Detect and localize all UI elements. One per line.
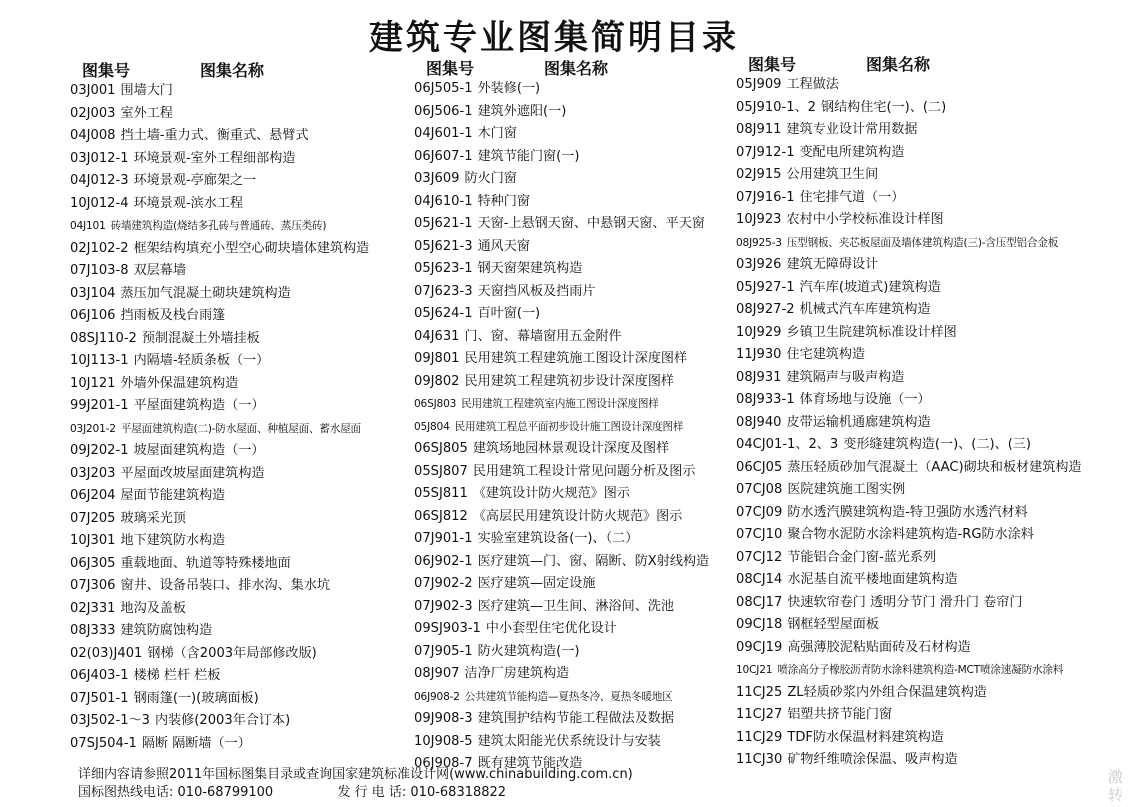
atlas-name: 围墙大门 <box>120 83 173 98</box>
atlas-name: 公共建筑节能构造—夏热冬冷、夏热冬暖地区 <box>464 690 673 703</box>
catalog-entry <box>414 416 736 439</box>
atlas-number: 05J624-1 <box>414 306 473 321</box>
atlas-number: 08J925-3 <box>736 236 782 249</box>
catalog-entry <box>414 348 736 371</box>
catalog-entry <box>70 305 420 328</box>
atlas-name: 地下建筑防水构造 <box>120 533 226 548</box>
catalog-entry <box>736 299 1128 322</box>
atlas-number: 11CJ27 <box>736 707 783 722</box>
atlas-number: 08J927-2 <box>736 302 795 317</box>
column-header <box>736 50 1128 74</box>
atlas-number: 07J205 <box>70 510 116 526</box>
atlas-name: 铝塑共挤节能门窗 <box>787 707 893 722</box>
atlas-number: 10J301 <box>70 533 116 548</box>
atlas-number: 05J804 <box>414 420 450 433</box>
catalog-entry <box>414 281 736 304</box>
catalog-entry <box>70 80 420 103</box>
atlas-name: 预制混凝土外墙挂板 <box>141 330 260 346</box>
atlas-number: 09CJ18 <box>736 617 783 632</box>
catalog-entry <box>414 258 736 281</box>
atlas-name: 聚合物水泥防水涂料建筑构造-RG防水涂料 <box>787 527 1034 542</box>
atlas-name: 民用建筑工程总平面初步设计施工图设计深度图样 <box>454 420 684 433</box>
atlas-name: 地沟及盖板 <box>120 600 186 616</box>
column-header <box>70 56 420 80</box>
atlas-number: 08J933-1 <box>736 392 795 407</box>
header-atlas-number: 图集号 <box>82 61 131 80</box>
atlas-number: 99J201-1 <box>70 398 129 413</box>
catalog-entry <box>70 575 420 598</box>
catalog-entry <box>70 103 420 126</box>
catalog-entry <box>736 502 1128 525</box>
atlas-number: 07J623-3 <box>414 283 473 299</box>
atlas-name: 通风天窗 <box>477 238 530 254</box>
atlas-number: 09J908-3 <box>414 711 473 726</box>
atlas-number: 02(03)J401 <box>70 645 143 661</box>
atlas-number: 07CJ09 <box>736 504 783 520</box>
catalog-entry <box>414 663 736 686</box>
atlas-name: 医疗建筑—卫生间、淋浴间、洗池 <box>477 598 674 614</box>
atlas-number: 09J801 <box>414 351 460 366</box>
atlas-number: 03J201-2 <box>70 422 116 435</box>
atlas-number: 02J915 <box>736 167 782 182</box>
atlas-name: 蒸压轻质砂加气混凝土（AAC)砌块和板材建筑构造 <box>787 459 1082 475</box>
catalog-entry <box>70 710 420 733</box>
atlas-number: 03J012-1 <box>70 150 129 166</box>
atlas-name: 医院建筑施工图实例 <box>787 482 906 497</box>
atlas-name: 钢雨篷(一)(玻璃面板) <box>133 690 259 706</box>
watermark-text: 激转 <box>1108 768 1124 804</box>
atlas-number: 06J305 <box>70 555 116 571</box>
catalog-entry <box>70 508 420 531</box>
atlas-number: 10CJ21 <box>736 664 773 676</box>
atlas-name: 高强薄胶泥粘贴面砖及石材构造 <box>787 639 971 655</box>
atlas-number: 06SJ805 <box>414 441 468 456</box>
atlas-number: 10J908-5 <box>414 733 473 749</box>
atlas-name: 既有建筑节能改造 <box>477 756 583 771</box>
catalog-entry <box>70 553 420 576</box>
header-atlas-name: 图集名称 <box>866 55 931 74</box>
atlas-name: 钢结构住宅(一)、(二) <box>821 99 947 115</box>
atlas-number: 07CJ12 <box>736 549 783 565</box>
catalog-entry <box>736 232 1128 255</box>
catalog-entry <box>70 463 420 486</box>
atlas-name: 框架结构填充小型空心砌块墙体建筑构造 <box>133 240 370 256</box>
atlas-name: 皮带运输机通廊建筑构造 <box>786 414 931 430</box>
atlas-number: 06CJ05 <box>736 459 783 475</box>
atlas-number: 08J931 <box>736 369 782 385</box>
atlas-name: 砖墙建筑构造(烧结多孔砖与普通砖、蒸压类砖) <box>110 220 327 232</box>
atlas-name: 医疗建筑—固定设施 <box>477 576 596 591</box>
atlas-number: 10J113-1 <box>70 353 129 368</box>
atlas-name: 防水透汽膜建筑构造-特卫强防水透汽材料 <box>787 504 1028 520</box>
catalog-entry <box>736 434 1128 457</box>
catalog-entry <box>736 614 1128 637</box>
atlas-name: 室外工程 <box>120 105 173 121</box>
catalog-entry <box>414 483 736 506</box>
header-atlas-number: 图集号 <box>748 55 797 74</box>
catalog-entry <box>736 749 1128 772</box>
atlas-name: 变配电所建筑构造 <box>799 144 905 160</box>
atlas-number: 05J910-1、2 <box>736 99 816 115</box>
atlas-number: 05J621-1 <box>414 216 473 231</box>
catalog-entry <box>736 119 1128 142</box>
atlas-name: 楼梯 栏杆 栏板 <box>133 668 221 683</box>
atlas-number: 03J502-1～3 <box>70 713 150 728</box>
catalog-entry <box>736 682 1128 705</box>
atlas-name: 住宅排气道（一） <box>799 189 905 205</box>
catalog-entry <box>414 731 736 754</box>
atlas-number: 07J306 <box>70 578 116 593</box>
atlas-name: 住宅建筑构造 <box>786 347 866 362</box>
catalog-entry <box>70 193 420 216</box>
atlas-name: 机械式汽车库建筑构造 <box>799 302 931 317</box>
phone-line <box>78 784 633 802</box>
atlas-number: 08J333 <box>70 623 116 638</box>
atlas-number: 04J008 <box>70 128 116 143</box>
atlas-name: 建筑隔声与吸声构造 <box>786 369 905 385</box>
atlas-number: 06J506-1 <box>414 103 473 119</box>
atlas-name: 建筑无障碍设计 <box>786 257 879 272</box>
catalog-entry <box>736 367 1128 390</box>
atlas-number: 02J102-2 <box>70 240 129 256</box>
catalog-entry <box>70 373 420 396</box>
catalog-entry <box>414 461 736 484</box>
catalog-list <box>414 78 736 776</box>
catalog-entry <box>736 524 1128 547</box>
atlas-number: 11CJ25 <box>736 684 783 700</box>
atlas-number: 03J104 <box>70 285 116 301</box>
atlas-number: 11CJ29 <box>736 729 783 745</box>
atlas-number: 03J001 <box>70 83 116 98</box>
atlas-number: 07J501-1 <box>70 690 129 706</box>
sales-phone-label: 发 行 电 话: <box>337 785 407 800</box>
catalog-entry <box>70 530 420 553</box>
catalog-entry <box>414 123 736 146</box>
atlas-name: 平屋面建筑构造（一） <box>133 398 265 413</box>
atlas-number: 03J203 <box>70 465 116 481</box>
atlas-name: 窗井、设备吊装口、排水沟、集水坑 <box>120 578 331 593</box>
atlas-name: 天窗-上悬钢天窗、中悬钢天窗、平天窗 <box>477 216 705 231</box>
atlas-name: 钢天窗架建筑构造 <box>477 261 583 276</box>
atlas-number: 06SJ812 <box>414 508 468 524</box>
atlas-number: 03J609 <box>414 171 460 186</box>
catalog-entry <box>70 688 420 711</box>
atlas-name: 门、窗、幕墙窗用五金附件 <box>464 328 622 344</box>
atlas-number: 04J631 <box>414 328 460 344</box>
catalog-entry <box>736 344 1128 367</box>
atlas-number: 09SJ903-1 <box>414 621 481 636</box>
atlas-name: 内装修(2003年合订本) <box>155 713 291 728</box>
catalog-entry <box>736 412 1128 435</box>
atlas-number: 04CJ01-1、2、3 <box>736 437 839 452</box>
atlas-name: 民用建筑工程设计常见问题分析及图示 <box>472 463 696 479</box>
catalog-entry <box>414 101 736 124</box>
catalog-entry <box>70 350 420 373</box>
catalog-entry <box>70 283 420 306</box>
catalog-list <box>736 74 1128 772</box>
catalog-entry <box>414 551 736 574</box>
atlas-name: 钢梯（含2003年局部修改版) <box>147 645 317 661</box>
atlas-number: 10J012-4 <box>70 195 129 211</box>
atlas-number: 07J902-3 <box>414 598 473 614</box>
reference-note: 详细内容请参照2011年国标图集目录或查询国家建筑标准设计网(www.chinabuilding.com.cn) <box>78 767 633 782</box>
atlas-name: 建筑围护结构节能工程做法及数据 <box>477 711 674 726</box>
atlas-name: 挡雨板及栈台雨篷 <box>120 308 226 323</box>
atlas-name: 矿物纤维喷涂保温、吸声构造 <box>787 752 958 767</box>
atlas-name: 工程做法 <box>786 77 839 92</box>
atlas-name: 平屋面建筑构造(二)-防水屋面、种植屋面、蓄水屋面 <box>120 422 361 435</box>
atlas-number: 02J331 <box>70 600 116 616</box>
catalog-entry <box>414 528 736 551</box>
atlas-name: 环境景观-亭廊架之一 <box>133 173 257 188</box>
atlas-number: 08J907 <box>414 666 460 681</box>
catalog-column-1 <box>70 56 420 755</box>
catalog-entry <box>414 303 736 326</box>
header-atlas-name: 图集名称 <box>200 61 265 80</box>
atlas-name: 《建筑设计防火规范》图示 <box>472 486 630 501</box>
catalog-entry <box>736 97 1128 120</box>
atlas-name: 木门窗 <box>477 126 517 141</box>
catalog-entry <box>736 142 1128 165</box>
atlas-name: 外装修(一) <box>477 81 541 96</box>
atlas-name: 重载地面、轨道等特殊楼地面 <box>120 555 291 571</box>
atlas-name: 挡土墙-重力式、衡重式、悬臂式 <box>120 128 309 143</box>
page-title: 建筑专业图集简明目录 <box>369 18 739 58</box>
catalog-list <box>70 80 420 755</box>
atlas-name: 汽车库(坡道式)建筑构造 <box>799 279 941 295</box>
atlas-number: 06J505-1 <box>414 81 473 96</box>
atlas-name: 隔断 隔断墙（一） <box>141 735 251 751</box>
atlas-name: 环境景观-室外工程细部构造 <box>133 150 296 166</box>
catalog-entry <box>70 620 420 643</box>
catalog-entry <box>70 148 420 171</box>
catalog-column-2 <box>414 54 736 776</box>
atlas-number: 04J012-3 <box>70 173 129 188</box>
catalog-column-3 <box>736 50 1128 772</box>
atlas-number: 06J902-1 <box>414 553 473 569</box>
atlas-number: 09J802 <box>414 373 460 389</box>
atlas-number: 04J610-1 <box>414 193 473 209</box>
catalog-entry <box>736 187 1128 210</box>
atlas-name: 天窗挡风板及挡雨片 <box>477 283 596 299</box>
atlas-number: 05J909 <box>736 77 782 92</box>
catalog-entry <box>414 236 736 259</box>
catalog-entry <box>70 328 420 351</box>
atlas-name: 防火门窗 <box>464 171 517 186</box>
catalog-entry <box>736 637 1128 660</box>
atlas-number: 04J101 <box>70 220 106 232</box>
atlas-name: 环境景观-滨水工程 <box>133 195 244 211</box>
catalog-entry <box>70 418 420 441</box>
atlas-number: 08CJ17 <box>736 594 783 610</box>
atlas-number: 06J908-7 <box>414 756 473 771</box>
catalog-entry <box>414 438 736 461</box>
catalog-entry <box>70 260 420 283</box>
sales-phone-number: 010-68318822 <box>410 785 507 800</box>
atlas-name: 外墙外保温建筑构造 <box>120 375 239 391</box>
atlas-number: 05J623-1 <box>414 261 473 276</box>
atlas-number: 05SJ811 <box>414 486 468 501</box>
header-atlas-number: 图集号 <box>426 59 475 78</box>
hotline-label: 国标图热线电话: <box>78 785 174 800</box>
atlas-number: 07J912-1 <box>736 144 795 160</box>
header-atlas-name: 图集名称 <box>544 59 609 78</box>
atlas-number: 07J103-8 <box>70 263 129 278</box>
atlas-number: 06J908-2 <box>414 690 460 703</box>
atlas-number: 07J902-2 <box>414 576 473 591</box>
atlas-number: 11J930 <box>736 347 782 362</box>
atlas-number: 08CJ14 <box>736 572 783 587</box>
atlas-number: 03J926 <box>736 257 782 272</box>
atlas-name: 坡屋面建筑构造（一） <box>133 443 265 458</box>
atlas-name: 建筑太阳能光伏系统设计与安装 <box>477 733 661 749</box>
catalog-entry <box>414 78 736 101</box>
atlas-name: 变形缝建筑构造(一)、(二)、(三) <box>843 437 1032 452</box>
atlas-number: 07J901-1 <box>414 531 473 546</box>
catalog-entry <box>70 125 420 148</box>
atlas-name: 钢框轻型屋面板 <box>787 617 879 632</box>
atlas-name: 乡镇卫生院建筑标准设计样图 <box>786 324 957 340</box>
atlas-name: 建筑专业设计常用数据 <box>786 122 918 137</box>
atlas-number: 07J916-1 <box>736 189 795 205</box>
atlas-name: 民用建筑工程建筑室内施工图设计深度图样 <box>461 398 659 410</box>
catalog-entry <box>70 733 420 756</box>
atlas-name: 玻璃采光顶 <box>120 510 186 526</box>
atlas-number: 05J621-3 <box>414 238 473 254</box>
atlas-name: 医疗建筑—门、窗、隔断、防X射线构造 <box>477 553 710 569</box>
catalog-entry <box>414 686 736 709</box>
atlas-number: 10J121 <box>70 375 116 391</box>
catalog-entry <box>414 146 736 169</box>
atlas-name: 实验室建筑设备(一)、（二） <box>477 531 639 546</box>
catalog-entry <box>70 665 420 688</box>
catalog-entry <box>70 643 420 666</box>
atlas-name: 洁净厂房建筑构造 <box>464 666 570 681</box>
atlas-name: 节能铝合金门窗-蓝光系列 <box>787 549 937 565</box>
catalog-entry <box>736 209 1128 232</box>
catalog-entry <box>736 277 1128 300</box>
atlas-number: 06J607-1 <box>414 148 473 164</box>
catalog-entry <box>736 569 1128 592</box>
atlas-number: 07SJ504-1 <box>70 735 137 751</box>
catalog-entry <box>414 393 736 416</box>
atlas-number: 08J940 <box>736 414 782 430</box>
atlas-name: ZL轻质砂浆内外组合保温建筑构造 <box>787 684 987 700</box>
catalog-entry <box>414 191 736 214</box>
atlas-name: 屋面节能建筑构造 <box>120 488 226 503</box>
catalog-entry <box>414 213 736 236</box>
atlas-number: 07J905-1 <box>414 643 473 659</box>
atlas-name: 建筑外遮阳(一) <box>477 103 567 119</box>
atlas-number: 10J929 <box>736 324 782 340</box>
atlas-name: 民用建筑工程建筑施工图设计深度图样 <box>464 351 688 366</box>
hotline-number: 010-68799100 <box>177 785 274 800</box>
catalog-entry <box>736 727 1128 750</box>
atlas-number: 11CJ30 <box>736 752 783 767</box>
atlas-number: 09J202-1 <box>70 443 129 458</box>
catalog-entry <box>736 389 1128 412</box>
atlas-name: 特种门窗 <box>477 193 530 209</box>
atlas-number: 05SJ807 <box>414 463 468 479</box>
atlas-name: 建筑防腐蚀构造 <box>120 623 213 638</box>
catalog-entry <box>70 395 420 418</box>
catalog-entry <box>414 708 736 731</box>
catalog-entry <box>736 704 1128 727</box>
catalog-entry <box>736 164 1128 187</box>
atlas-name: 中小套型住宅优化设计 <box>485 621 617 636</box>
catalog-entry <box>70 170 420 193</box>
catalog-entry <box>736 592 1128 615</box>
column-header <box>414 54 736 78</box>
atlas-name: TDF防水保温材料建筑构造 <box>787 729 944 745</box>
catalog-entry <box>414 506 736 529</box>
catalog-entry <box>736 457 1128 480</box>
atlas-number: 08J911 <box>736 122 782 137</box>
catalog-entry <box>736 479 1128 502</box>
catalog-entry <box>70 440 420 463</box>
atlas-number: 07CJ08 <box>736 482 783 497</box>
catalog-entry <box>414 326 736 349</box>
catalog-entry <box>70 485 420 508</box>
catalog-entry <box>70 215 420 238</box>
atlas-number: 10J923 <box>736 212 782 227</box>
catalog-entry <box>414 168 736 191</box>
atlas-number: 07CJ10 <box>736 527 783 542</box>
atlas-name: 《高层民用建筑设计防火规范》图示 <box>472 508 683 524</box>
atlas-name: 平屋面改坡屋面建筑构造 <box>120 465 265 481</box>
atlas-name: 体育场地与设施（一） <box>799 392 931 407</box>
catalog-entry <box>736 74 1128 97</box>
atlas-name: 建筑场地园林景观设计深度及图样 <box>472 441 670 456</box>
atlas-name: 快速软帘卷门 透明分节门 滑升门 卷帘门 <box>787 594 1023 610</box>
footer-note <box>78 766 633 802</box>
catalog-entry <box>414 371 736 394</box>
atlas-number: 06SJ803 <box>414 398 457 410</box>
atlas-name: 内隔墙-轻质条板（一） <box>133 353 270 368</box>
atlas-number: 06J204 <box>70 488 116 503</box>
atlas-name: 民用建筑工程建筑初步设计深度图样 <box>464 373 675 389</box>
catalog-entry <box>414 618 736 641</box>
atlas-name: 喷涂高分子橡胶沥青防水涂料建筑构造-MCT喷涂速凝防水涂料 <box>777 664 1064 676</box>
catalog-entry <box>736 659 1128 682</box>
catalog-entry <box>414 596 736 619</box>
catalog-entry <box>736 322 1128 345</box>
atlas-number: 02J003 <box>70 105 116 121</box>
atlas-name: 双层幕墙 <box>133 263 186 278</box>
catalog-entry <box>414 573 736 596</box>
atlas-number: 06J106 <box>70 308 116 323</box>
atlas-name: 压型钢板、夹芯板屋面及墙体建筑构造(三)-含压型铝合金板 <box>786 236 1059 249</box>
catalog-entry <box>736 547 1128 570</box>
atlas-name: 公用建筑卫生间 <box>786 167 879 182</box>
catalog-entry <box>414 641 736 664</box>
catalog-entry <box>70 598 420 621</box>
atlas-number: 09CJ19 <box>736 639 783 655</box>
atlas-name: 百叶窗(一) <box>477 306 541 321</box>
atlas-name: 防火建筑构造(一) <box>477 643 580 659</box>
atlas-number: 06J403-1 <box>70 668 129 683</box>
catalog-entry <box>736 254 1128 277</box>
catalog-entry <box>70 238 420 261</box>
atlas-name: 农村中小学校标准设计样图 <box>786 212 944 227</box>
atlas-name: 蒸压加气混凝土砌块建筑构造 <box>120 285 291 301</box>
atlas-number: 05J927-1 <box>736 279 795 295</box>
atlas-number: 08SJ110-2 <box>70 330 137 346</box>
atlas-name: 水泥基自流平楼地面建筑构造 <box>787 572 958 587</box>
atlas-name: 建筑节能门窗(一) <box>477 148 580 164</box>
atlas-number: 04J601-1 <box>414 126 473 141</box>
